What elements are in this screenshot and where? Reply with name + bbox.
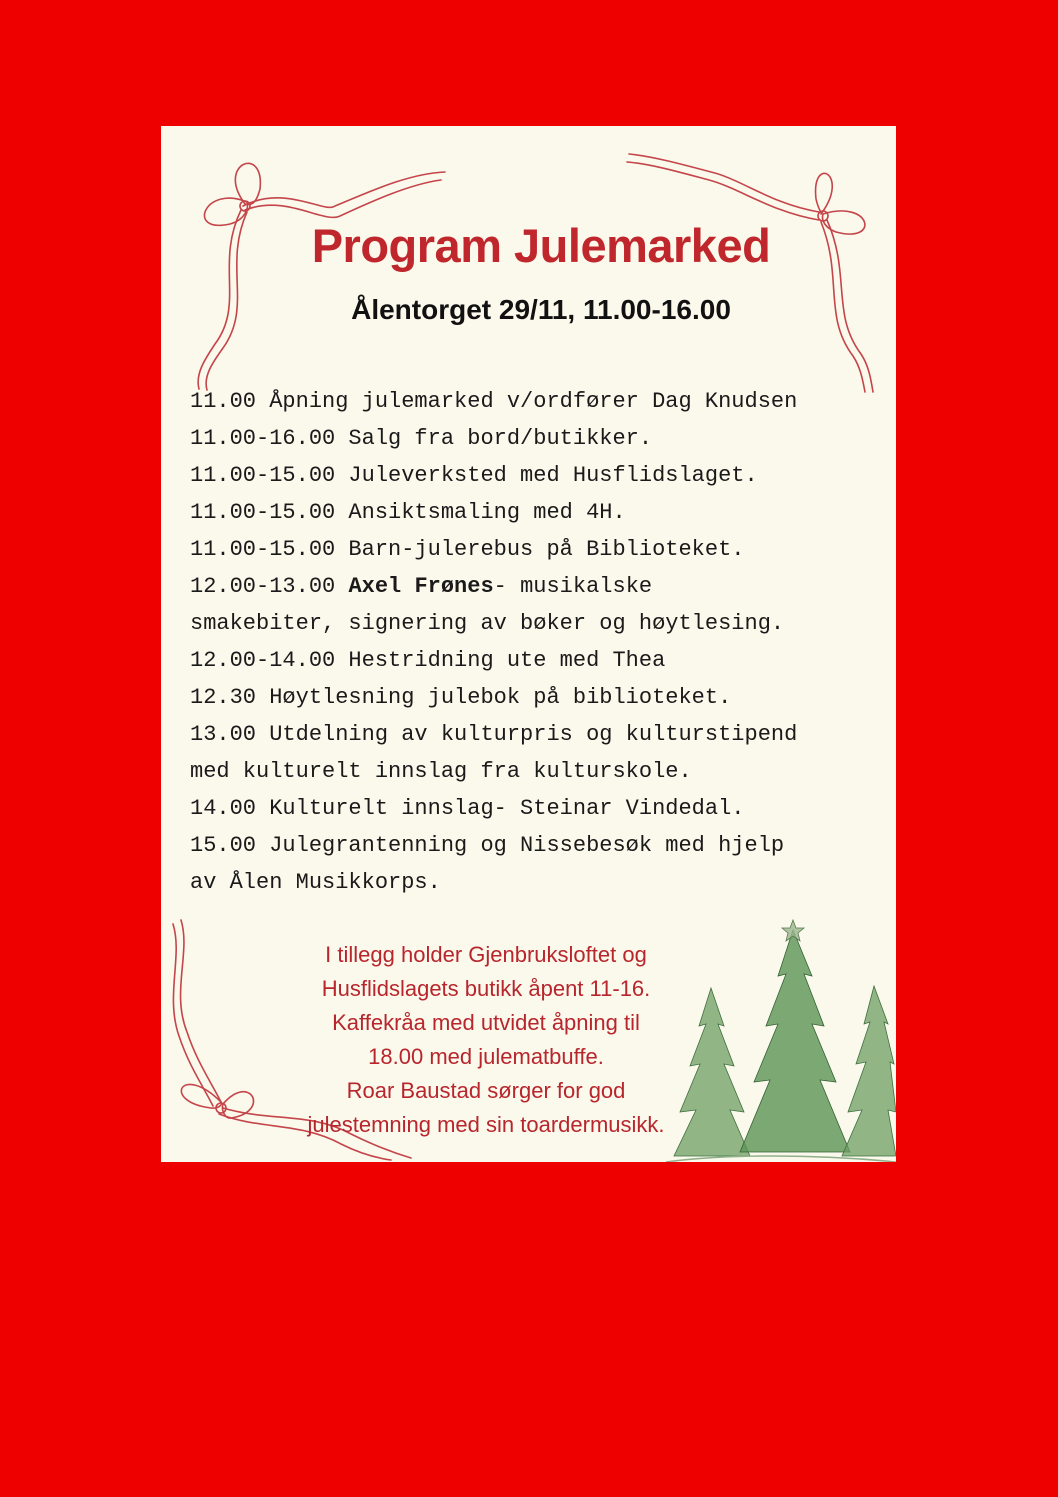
schedule-item: 15.00 Julegrantenning og Nissebesøk med hjelp [190, 833, 785, 858]
page-title: Program Julemarked [311, 219, 771, 272]
schedule-item: 11.00-16.00 Salg fra bord/butikker. [190, 426, 653, 451]
schedule-rest: - musikalske [493, 574, 653, 599]
footer-line: Kaffekråa med utvidet åpning til [332, 1010, 640, 1035]
schedule-item: 13.00 Utdelning av kulturpris og kulturstipend [190, 722, 798, 747]
schedule-item: 11.00-15.00 Juleverksted med Husflidslaget. [190, 463, 758, 488]
footer-line: julestemning med sin toardermusikk. [307, 1112, 665, 1137]
christmas-tree-icon [740, 920, 850, 1152]
schedule-item: 12.30 Høytlesning julebok på biblioteket. [190, 685, 732, 710]
schedule-item: smakebiter, signering av bøker og høytlesing. [190, 611, 785, 636]
schedule-item: 11.00-15.00 Barn-julerebus på Biblioteket. [190, 537, 745, 562]
schedule-time: 12.00-13.00 [190, 574, 349, 599]
schedule-item: 12.00-14.00 Hestridning ute med Thea [190, 648, 666, 673]
footer-line: I tillegg holder Gjenbruksloftet og [325, 942, 647, 967]
footer-line: Husflidslagets butikk åpent 11-16. [321, 976, 651, 1001]
christmas-tree-icon [842, 986, 896, 1156]
schedule-item: av Ålen Musikkorps. [190, 870, 441, 895]
schedule-item [190, 568, 890, 605]
event-location-date: Ålentorget 29/11, 11.00-16.00 [351, 294, 731, 325]
footer-line: Roar Baustad sørger for god [346, 1078, 626, 1103]
footer-info [276, 938, 696, 1142]
schedule-list [190, 383, 890, 901]
footer-line: 18.00 med julematbuffe. [368, 1044, 604, 1069]
schedule-item: med kulturelt innslag fra kulturskole. [190, 759, 692, 784]
poster-card [161, 126, 896, 1162]
schedule-item: 14.00 Kulturelt innslag- Steinar Vindedal. [190, 796, 745, 821]
performer-name: Axel Frønes [348, 574, 494, 599]
schedule-item: 11.00-15.00 Ansiktsmaling med 4H. [190, 500, 626, 525]
christmas-tree-icon [674, 988, 750, 1156]
schedule-item: 11.00 Åpning julemarked v/ordfører Dag Knudsen [190, 389, 798, 414]
christmas-trees [666, 916, 896, 1162]
